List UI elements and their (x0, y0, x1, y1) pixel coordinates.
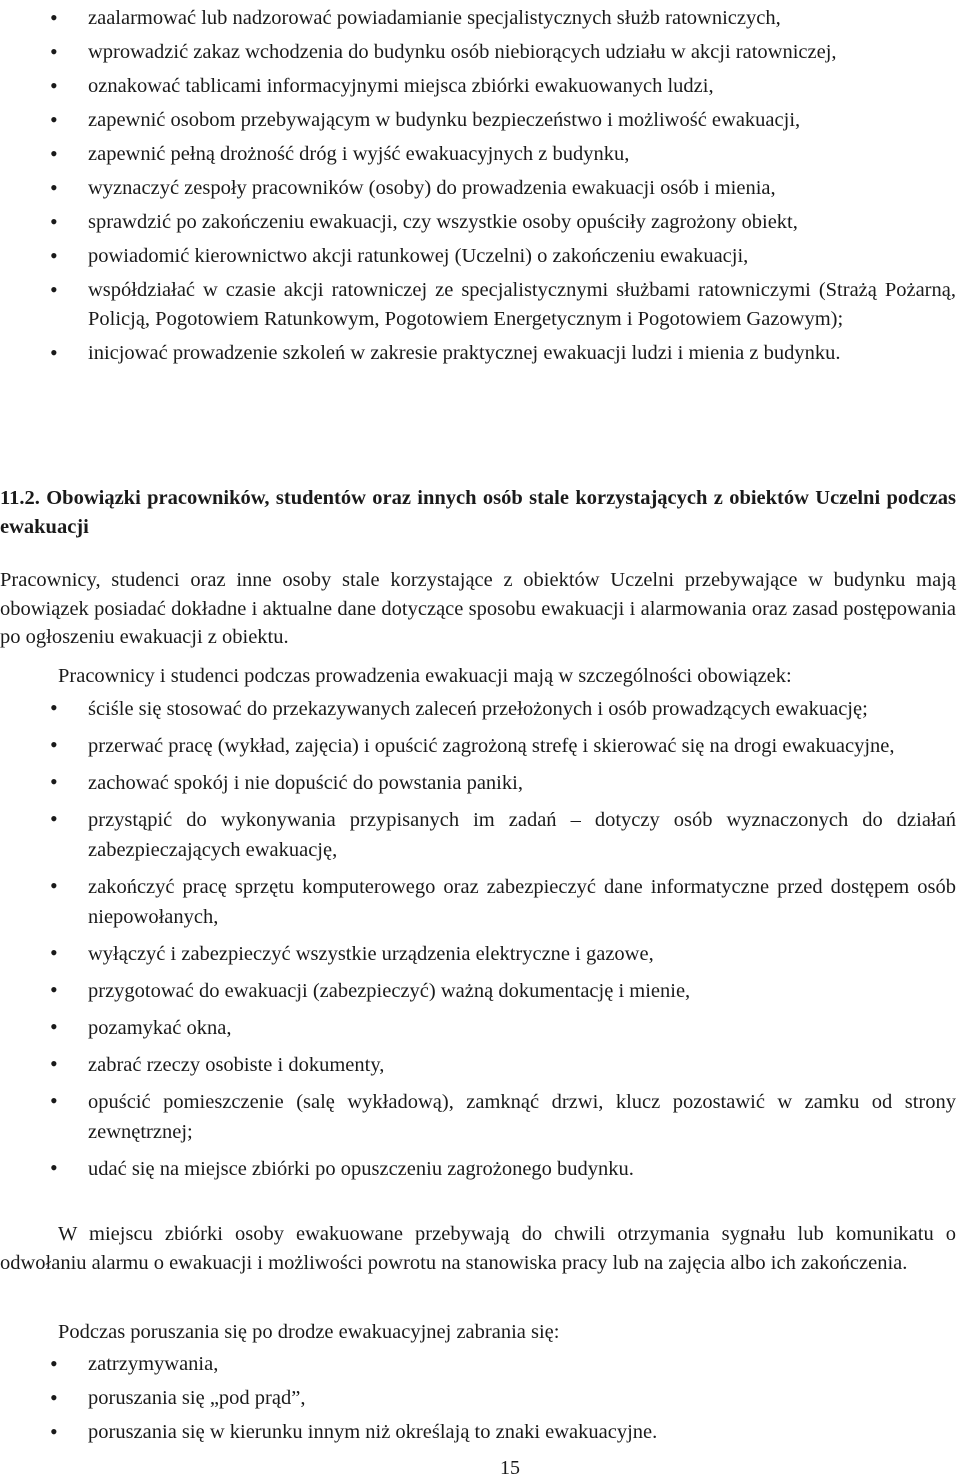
section-heading: 11.2. Obowiązki pracowników, studentów oraz innych osób stale korzystających z obiektów Uczelni podczas ewakuacji (0, 487, 956, 538)
list-item: • wprowadzić zakaz wchodzenia do budynku osób niebiorących udziału w akcji ratowniczej, (0, 38, 960, 67)
list-item: • oznakować tablicami informacyjnymi miejsca zbiórki ewakuowanych ludzi, (0, 72, 960, 101)
duties-list-top (0, 0, 960, 373)
list-item: • zachować spokój i nie dopuścić do powstania paniki, (0, 768, 960, 798)
list-item: • zaalarmować lub nadzorować powiadamianie specjalistycznych służb ratowniczych, (0, 4, 960, 33)
paragraph-prohibitions-intro: Podczas poruszania się po drodze ewakuacyjnej zabrania się: (58, 1321, 560, 1343)
list-item: • pozamykać okna, (0, 1013, 960, 1043)
page-number: 15 (500, 1457, 520, 1479)
paragraph-duties-intro: Pracownicy i studenci podczas prowadzenia ewakuacji mają w szczególności obowiązek: (58, 665, 792, 687)
list-item: • przystąpić do wykonywania przypisanych im zadań – dotyczy osób wyznaczonych do działań zabezpieczających ewakuację, (0, 805, 960, 865)
list-item: • opuścić pomieszczenie (salę wykładową), zamknąć drzwi, klucz pozostawić w zamku od strony zewnętrznej; (0, 1087, 960, 1147)
list-item: • poruszania się w kierunku innym niż określają to znaki ewakuacyjne. (0, 1418, 960, 1447)
duties-list-evacuation (0, 694, 960, 1191)
list-item: • zakończyć pracę sprzętu komputerowego oraz zabezpieczyć dane informatyczne przed dostępem osób niepowołanych, (0, 872, 960, 932)
list-item: • inicjować prowadzenie szkoleń w zakresie praktycznej ewakuacji ludzi i mienia z budynku. (0, 339, 960, 368)
list-item: • udać się na miejsce zbiórki po opuszczeniu zagrożonego budynku. (0, 1154, 960, 1184)
list-item: • zapewnić pełną drożność dróg i wyjść ewakuacyjnych z budynku, (0, 140, 960, 169)
prohibitions-list (0, 1350, 960, 1452)
list-item: • wyznaczyć zespoły pracowników (osoby) do prowadzenia ewakuacji osób i mienia, (0, 174, 960, 203)
list-item: • zapewnić osobom przebywającym w budynku bezpieczeństwo i możliwość ewakuacji, (0, 106, 960, 135)
list-item: • współdziałać w czasie akcji ratowniczej ze specjalistycznymi służbami ratowniczymi (Strażą Pożarną, Policją, Pogotowiem Ratunkowym, Pogotowiem Energetycznym i Pogotowiem Gazowym); (0, 276, 960, 333)
list-item: • poruszania się „pod prąd”, (0, 1384, 960, 1413)
list-item: • ściśle się stosować do przekazywanych zaleceń przełożonych i osób prowadzących ewakuację; (0, 694, 960, 724)
list-item: • zatrzymywania, (0, 1350, 960, 1379)
paragraph-obligation: Pracownicy, studenci oraz inne osoby stale korzystające z obiektów Uczelni przebywające w budynku mają obowiązek posiadać dokładne i aktualne dane dotyczące sposobu ewakuacji i alarmowania oraz zasad postępowania po ogłoszeniu ewakuacji z obiektu. (0, 569, 956, 648)
paragraph-assembly-point: W miejscu zbiórki osoby ewakuowane przebywają do chwili otrzymania sygnału lub komunikatu o odwołaniu alarmu o ewakuacji i możliwości powrotu na stanowiska pracy lub na zajęcia albo ich zakończenia. (0, 1223, 956, 1274)
list-item: • powiadomić kierownictwo akcji ratunkowej (Uczelni) o zakończeniu ewakuacji, (0, 242, 960, 271)
list-item: • sprawdzić po zakończeniu ewakuacji, czy wszystkie osoby opuściły zagrożony obiekt, (0, 208, 960, 237)
list-item: • wyłączyć i zabezpieczyć wszystkie urządzenia elektryczne i gazowe, (0, 939, 960, 969)
list-item: • zabrać rzeczy osobiste i dokumenty, (0, 1050, 960, 1080)
list-item: • przerwać pracę (wykład, zajęcia) i opuścić zagrożoną strefę i skierować się na drogi ewakuacyjne, (0, 731, 960, 761)
list-item: • przygotować do ewakuacji (zabezpieczyć) ważną dokumentację i mienie, (0, 976, 960, 1006)
